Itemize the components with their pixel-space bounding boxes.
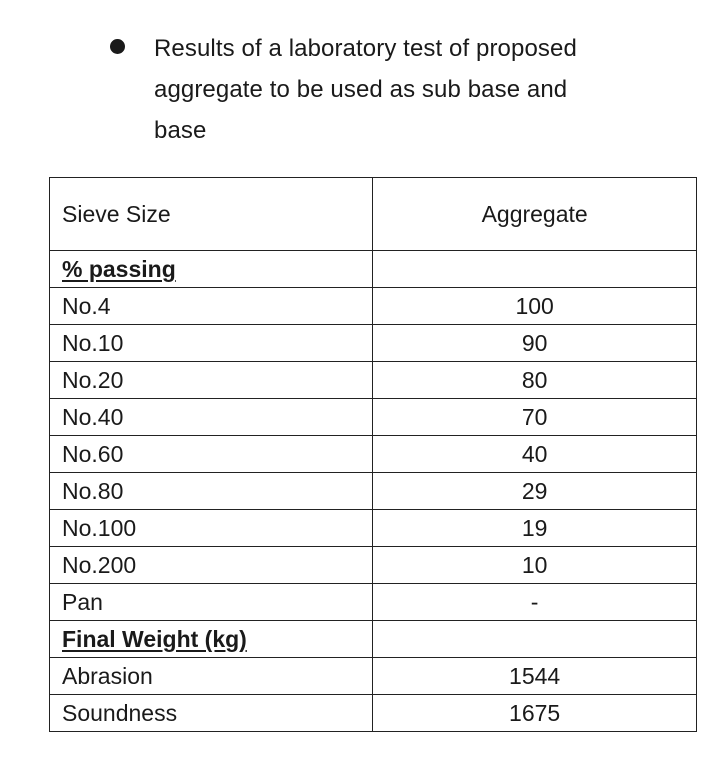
table-row — [50, 584, 697, 621]
weight-section-label: Final Weight (kg) — [62, 626, 247, 652]
table-row — [50, 658, 697, 695]
test-cell: Soundness — [50, 695, 373, 732]
value-cell: 80 — [373, 362, 697, 399]
sieve-cell: No.100 — [50, 510, 373, 547]
table-row — [50, 399, 697, 436]
passing-section-label: % passing — [62, 256, 176, 282]
sieve-analysis-table — [49, 177, 697, 732]
table-row — [50, 325, 697, 362]
sieve-cell: Pan — [50, 584, 373, 621]
value-cell: 1675 — [373, 695, 697, 732]
test-cell: Abrasion — [50, 658, 373, 695]
bullet-icon — [110, 39, 125, 54]
intro-text: Results of a laboratory test of proposed aggregate to be used as sub base and base — [154, 35, 577, 144]
weight-section-row — [50, 621, 697, 658]
sieve-cell: No.80 — [50, 473, 373, 510]
value-cell: 40 — [373, 436, 697, 473]
sieve-cell: No.40 — [50, 399, 373, 436]
value-cell: 90 — [373, 325, 697, 362]
passing-section-row — [50, 251, 697, 288]
header-sieve-size: Sieve Size — [50, 178, 373, 251]
table-row — [50, 695, 697, 732]
sieve-cell: No.4 — [50, 288, 373, 325]
table-header-row — [50, 178, 697, 251]
value-cell: 70 — [373, 399, 697, 436]
value-cell: 19 — [373, 510, 697, 547]
value-cell: 10 — [373, 547, 697, 584]
value-cell: 1544 — [373, 658, 697, 695]
table-row — [50, 510, 697, 547]
sieve-cell: No.60 — [50, 436, 373, 473]
sieve-cell: No.200 — [50, 547, 373, 584]
intro-bullet — [105, 28, 625, 151]
table-row — [50, 473, 697, 510]
value-cell: 29 — [373, 473, 697, 510]
table-row — [50, 436, 697, 473]
sieve-cell: No.10 — [50, 325, 373, 362]
table-row — [50, 362, 697, 399]
sieve-cell: No.20 — [50, 362, 373, 399]
header-aggregate: Aggregate — [373, 178, 697, 251]
value-cell: - — [373, 584, 697, 621]
table-row — [50, 288, 697, 325]
value-cell: 100 — [373, 288, 697, 325]
table-row — [50, 547, 697, 584]
